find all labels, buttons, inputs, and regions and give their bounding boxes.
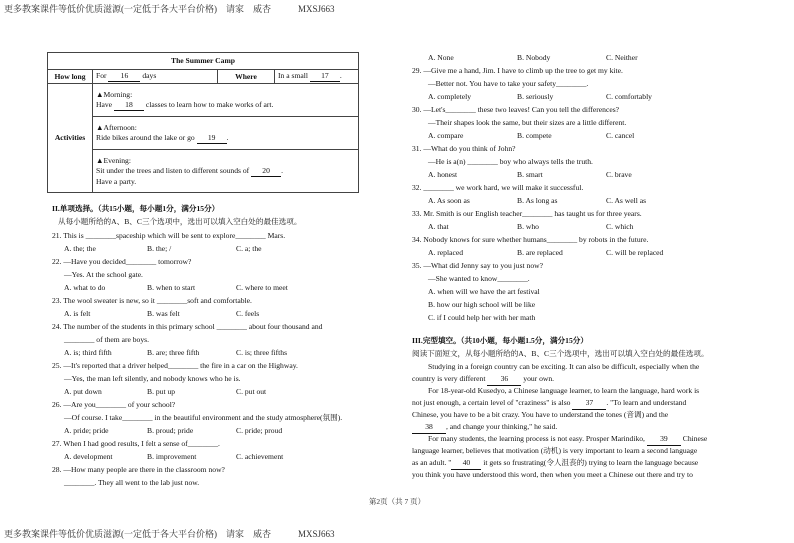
- section2-instruction: 从每小题所给的A、B、C三个选项中，选出可以填入空白处的最佳选项。: [58, 217, 302, 226]
- page-footer: 更多教案课件等低价优质滋源(一定低于各大平台价格) 请家 威杏 MXSJ663: [4, 529, 335, 539]
- question-32: 32. ________ we work hard, we will make it successful.: [412, 183, 584, 192]
- question-31: 31. —What do you think of John?: [412, 144, 516, 153]
- afternoon-label: ▲Afternoon:: [96, 122, 137, 132]
- q35-option-b: B. how our high school will be like: [428, 300, 536, 309]
- in-small-text: In a small: [278, 71, 308, 80]
- blank-16: 16: [108, 71, 140, 82]
- question-21: 21. This is ________spaceship which will be sent to explore________ Mars.: [52, 231, 286, 240]
- blank-37: 37: [572, 397, 606, 410]
- q30-option-a: A. compare: [428, 131, 464, 140]
- passage-text: not just enough, a certain level of "craziness" is also: [412, 398, 571, 407]
- q33-option-a: A. that: [428, 222, 449, 231]
- afternoon-cell: [93, 117, 359, 150]
- q21-option-c: C. a; the: [236, 244, 262, 253]
- q27-option-c: C. achievement: [236, 452, 284, 461]
- q27-option-b: B. improvement: [147, 452, 197, 461]
- q34-option-b: B. are replaced: [517, 248, 563, 257]
- passage-text: . "To learn and understand: [606, 398, 687, 407]
- afternoon-pre: Ride bikes around the lake or go: [96, 132, 195, 142]
- question-24: 24. The number of the students in this primary school ________ about four thousand and: [52, 322, 323, 331]
- q34-option-c: C. will be replaced: [606, 248, 664, 257]
- blank-38: 38: [412, 421, 446, 434]
- q29-option-b: B. seriously: [517, 92, 554, 101]
- question-30: 30. —Let's________ these two leaves! Can you tell the differences?: [412, 105, 620, 114]
- morning-post: classes to learn how to make works of art.: [145, 99, 274, 109]
- passage-line: [412, 421, 744, 433]
- q31-option-c: C. brave: [606, 170, 632, 179]
- q28-option-a: A. None: [428, 53, 454, 62]
- activities-label: Activities: [48, 84, 93, 193]
- passage-line: [412, 373, 744, 385]
- cloze-passage: [412, 361, 744, 481]
- q33-option-b: B. who: [517, 222, 539, 231]
- passage-line: [412, 433, 744, 445]
- q29-reply: —Better not. You have to take your safety________.: [428, 79, 589, 88]
- passage-text: it gets so frustrating(令人沮丧的) trying to learn the language because: [483, 458, 699, 467]
- passage-text: Chinese: [682, 434, 708, 443]
- passage-line: Chinese, you have to be a bit crazy. You have to understand the tones (音调) and the: [412, 410, 669, 419]
- passage-line: Studying in a foreign country can be exciting. It can also be difficult, especially when the: [428, 362, 700, 371]
- blank-17: 17: [310, 71, 340, 82]
- q29-option-c: C. comfortably: [606, 92, 652, 101]
- afternoon-post: .: [226, 132, 229, 142]
- q28-option-b: B. Nobody: [517, 53, 551, 62]
- blank-36: 36: [487, 373, 521, 386]
- q35-reply: —She wanted to know________.: [428, 274, 530, 283]
- evening-pre: Sit under the trees and listen to different sounds of: [96, 165, 250, 175]
- q21-option-b: B. the; /: [147, 244, 172, 253]
- where-cell: In a small 17 .: [275, 70, 359, 84]
- q25-option-a: A. put down: [64, 387, 102, 396]
- passage-text: , and change your thinking," he said.: [446, 422, 558, 431]
- question-28: 28. —How many people are there in the classroom now?: [52, 465, 225, 474]
- q26-option-b: B. proud; pride: [147, 426, 194, 435]
- q28-option-c: C. Neither: [606, 53, 638, 62]
- q26-option-a: A. pride; pride: [64, 426, 109, 435]
- passage-text: your own.: [523, 374, 555, 383]
- q23-option-a: A. is felt: [64, 309, 91, 318]
- question-22: 22. —Have you decided________ tomorrow?: [52, 257, 192, 266]
- section3-instruction: 阅读下面短文，从每小题所给的A、B、C三个选项中，选出可以填入空白处的最佳选项。: [412, 349, 709, 358]
- morning-cell: [93, 84, 359, 117]
- q22-option-a: A. what to do: [64, 283, 106, 292]
- summer-camp-table: [47, 52, 359, 193]
- q30-reply: —Their shapes look the same, but their sizes are a little different.: [428, 118, 627, 127]
- q35-option-a: A. when will we have the art festival: [428, 287, 540, 296]
- q31-option-b: B. smart: [517, 170, 543, 179]
- question-25: 25. —It's reported that a driver helped________ the fire in a car on the Highway.: [52, 361, 298, 370]
- how-long-label: How long: [48, 70, 93, 84]
- evening-party: Have a party.: [96, 176, 137, 186]
- evening-label: ▲Evening:: [96, 155, 131, 165]
- passage-line: For 18-year-old Kusedyo, a Chinese language learner, to learn the language, hard work is: [428, 386, 700, 395]
- q32-option-b: B. As long as: [517, 196, 558, 205]
- q32-option-a: A. As soon as: [428, 196, 470, 205]
- blank-39: 39: [647, 433, 681, 446]
- days-text: days: [142, 71, 157, 80]
- question-26: 26. —Are you________ of your school?: [52, 400, 176, 409]
- question-29: 29. —Give me a hand, Jim. I have to climb up the tree to get my kite.: [412, 66, 623, 75]
- question-33: 33. Mr. Smith is our English teacher________ has taught us for three years.: [412, 209, 642, 218]
- q26-option-c: C. pride; proud: [236, 426, 283, 435]
- q28-reply: ________. They all went to the lab just now.: [64, 478, 200, 487]
- passage-text: country is very different: [412, 374, 486, 383]
- morning-pre: Have: [96, 99, 113, 109]
- q23-option-c: C. feels: [236, 309, 260, 318]
- q21-option-a: A. the; the: [64, 244, 96, 253]
- q25-option-b: B. put up: [147, 387, 176, 396]
- table-title: The Summer Camp: [48, 53, 359, 70]
- q22-reply: —Yes. At the school gate.: [64, 270, 143, 279]
- blank-40: 40: [451, 457, 481, 470]
- q22-option-c: C. where to meet: [236, 283, 288, 292]
- q30-option-b: B. compete: [517, 131, 552, 140]
- for-text: For: [96, 71, 107, 80]
- passage-line: you think you have understood this word, then when you meet a Chinese out there and try to: [412, 470, 693, 479]
- q25-reply: —Yes, the man left silently, and nobody knows who he is.: [64, 374, 241, 383]
- question-27: 27. When I had good results, I felt a sense of________.: [52, 439, 220, 448]
- blank-19: 19: [197, 133, 227, 144]
- q25-option-c: C. put out: [236, 387, 267, 396]
- q23-option-b: B. was felt: [147, 309, 180, 318]
- passage-line: [412, 457, 744, 469]
- page-number: 第2页（共 7 页）: [368, 497, 426, 506]
- q24-option-b: B. are; three fifth: [147, 348, 200, 357]
- q26-reply: —Of course. I take________ in the beautiful environment and the study atmosphere(氛围).: [64, 413, 343, 422]
- q32-option-c: C. As well as: [606, 196, 647, 205]
- passage-line: [412, 397, 744, 409]
- evening-cell: [93, 150, 359, 193]
- q22-option-b: B. when to start: [147, 283, 196, 292]
- question-23: 23. The wool sweater is new, so it ________soft and comfortable.: [52, 296, 252, 305]
- passage-line: language learner, believes that motivation (动机) is very important to learn a second language: [412, 446, 698, 455]
- question-35: 35. —What did Jenny say to you just now?: [412, 261, 543, 270]
- q29-option-a: A. completely: [428, 92, 472, 101]
- q33-option-c: C. which: [606, 222, 634, 231]
- section3-title: III.完型填空。（共10小题，每小题1.5分，满分15分）: [412, 336, 588, 345]
- where-label: Where: [218, 70, 275, 84]
- q31-option-a: A. honest: [428, 170, 458, 179]
- morning-label: ▲Morning:: [96, 89, 133, 99]
- question-34: 34. Nobody knows for sure whether humans________ by robots in the future.: [412, 235, 649, 244]
- section2-title: II.单项选择。（共15小题，每小题1分，满分15分）: [52, 204, 220, 213]
- blank-18: 18: [114, 100, 144, 111]
- evening-post: .: [281, 165, 283, 175]
- how-long-cell: [93, 70, 218, 84]
- blank-20: 20: [251, 166, 281, 177]
- q24-continued: ________ of them are boys.: [64, 335, 149, 344]
- page-header: 更多教案课件等低价优质滋源(一定低于各大平台价格) 请家 威杏 MXSJ663: [4, 4, 335, 14]
- q24-option-c: C. is; three fifths: [236, 348, 288, 357]
- passage-text: as an adult. ": [412, 458, 452, 467]
- q31-reply: —He is a(n) ________ boy who always tells the truth.: [428, 157, 593, 166]
- q35-option-c: C. if I could help her with her math: [428, 313, 536, 322]
- q27-option-a: A. development: [64, 452, 113, 461]
- q30-option-c: C. cancel: [606, 131, 635, 140]
- passage-text: For many students, the learning process is not easy. Prosper Marindiko,: [428, 434, 645, 443]
- q24-option-a: A. is; third fifth: [64, 348, 112, 357]
- q34-option-a: A. replaced: [428, 248, 463, 257]
